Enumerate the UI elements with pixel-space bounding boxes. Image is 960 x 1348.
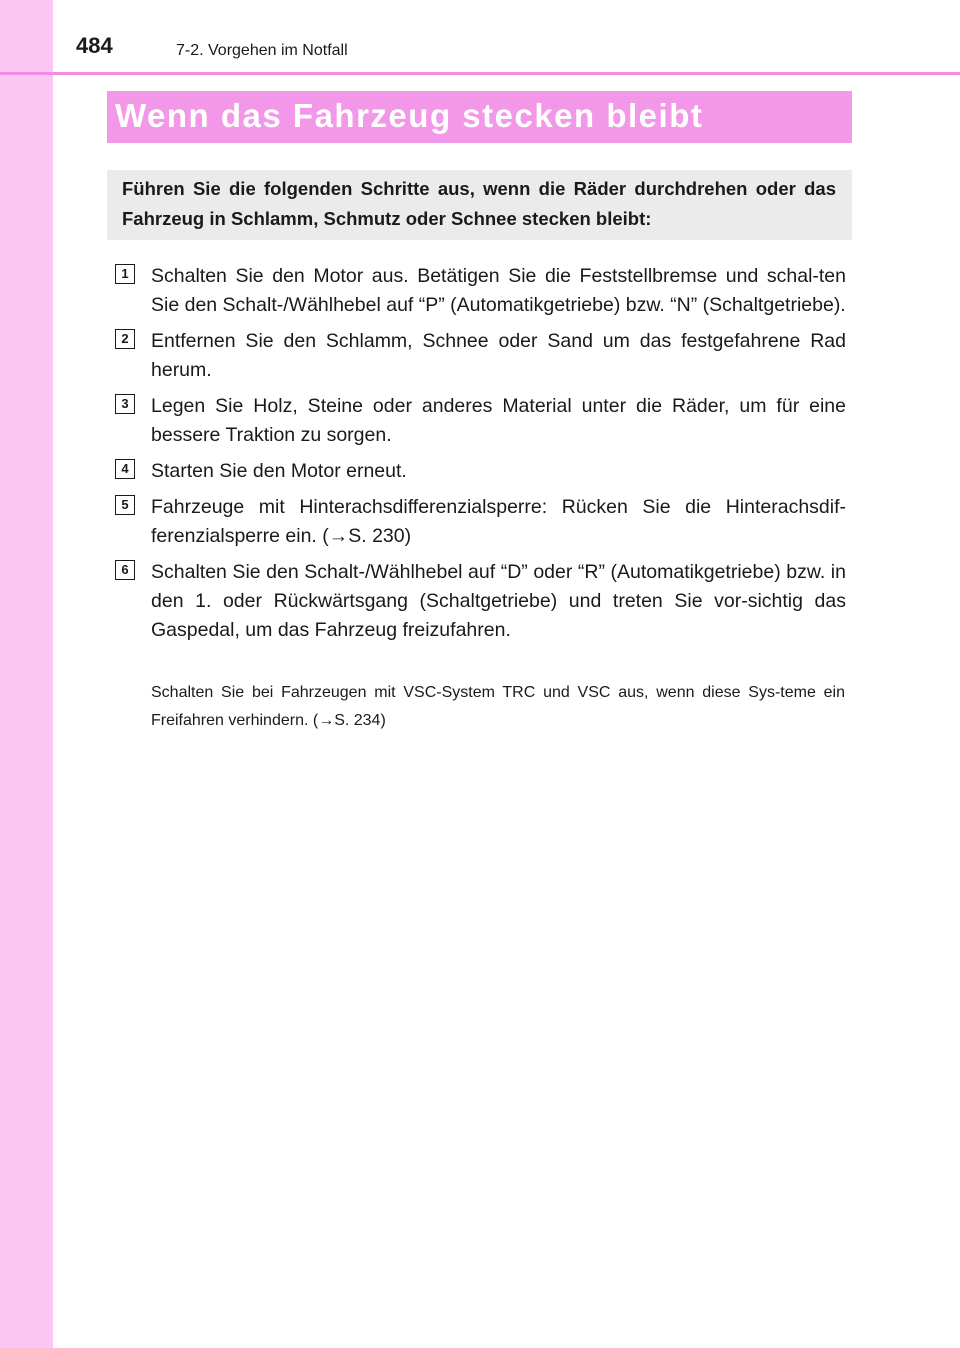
step-number-badge: 1 (115, 264, 135, 284)
step-item (115, 493, 846, 551)
note-text: Schalten Sie bei Fahrzeugen mit VSC-System TRC und VSC aus, wenn diese Sys-teme ein Freifahren verhindern. (→S. 234) (151, 684, 845, 729)
step-number-badge: 5 (115, 495, 135, 515)
step-text: Fahrzeuge mit Hinterachsdifferenzialsperre: Rücken Sie die Hinterachsdif-ferenzialsperre ein. (→S. 230) (151, 496, 846, 547)
intro-box (107, 170, 852, 240)
chapter-running-head: 7-2. Vorgehen im Notfall (176, 42, 348, 59)
step-text: Schalten Sie den Motor aus. Betätigen Sie die Feststellbremse und schal-ten Sie den Schalt-/Wählhebel auf “P” (Automatikgetriebe) bzw. “N” (Schaltgetriebe). (151, 265, 846, 316)
step-text: Entfernen Sie den Schlamm, Schnee oder Sand um das festgefahrene Rad herum. (151, 330, 846, 381)
step-text: Starten Sie den Motor erneut. (151, 460, 407, 482)
step-list (115, 262, 846, 652)
section-title-bar (107, 91, 852, 143)
intro-text: Führen Sie die folgenden Schritte aus, wenn die Räder durchdrehen oder das Fahrzeug in Schlamm, Schmutz oder Schnee stecken bleibt: (122, 178, 836, 229)
step-item (115, 327, 846, 385)
step-number-badge: 6 (115, 560, 135, 580)
header-rule (0, 72, 960, 75)
step-item (115, 392, 846, 450)
step-item (115, 457, 846, 486)
step-item (115, 558, 846, 645)
step-number-badge: 3 (115, 394, 135, 414)
section-title: Wenn das Fahrzeug stecken bleibt (115, 97, 704, 134)
page-number: 484 (76, 33, 113, 58)
step-number-badge: 4 (115, 459, 135, 479)
side-color-strip (0, 0, 53, 1348)
step-text: Schalten Sie den Schalt-/Wählhebel auf “D” oder “R” (Automatikgetriebe) bzw. in den 1. oder Rückwärtsgang (Schaltgetriebe) und treten Sie vor-sichtig das Gaspedal, um das Fahrzeug freizufahren. (151, 561, 846, 641)
step-item (115, 262, 846, 320)
step-text: Legen Sie Holz, Steine oder anderes Material unter die Räder, um für eine bessere Traktion zu sorgen. (151, 395, 846, 446)
step-number-badge: 2 (115, 329, 135, 349)
